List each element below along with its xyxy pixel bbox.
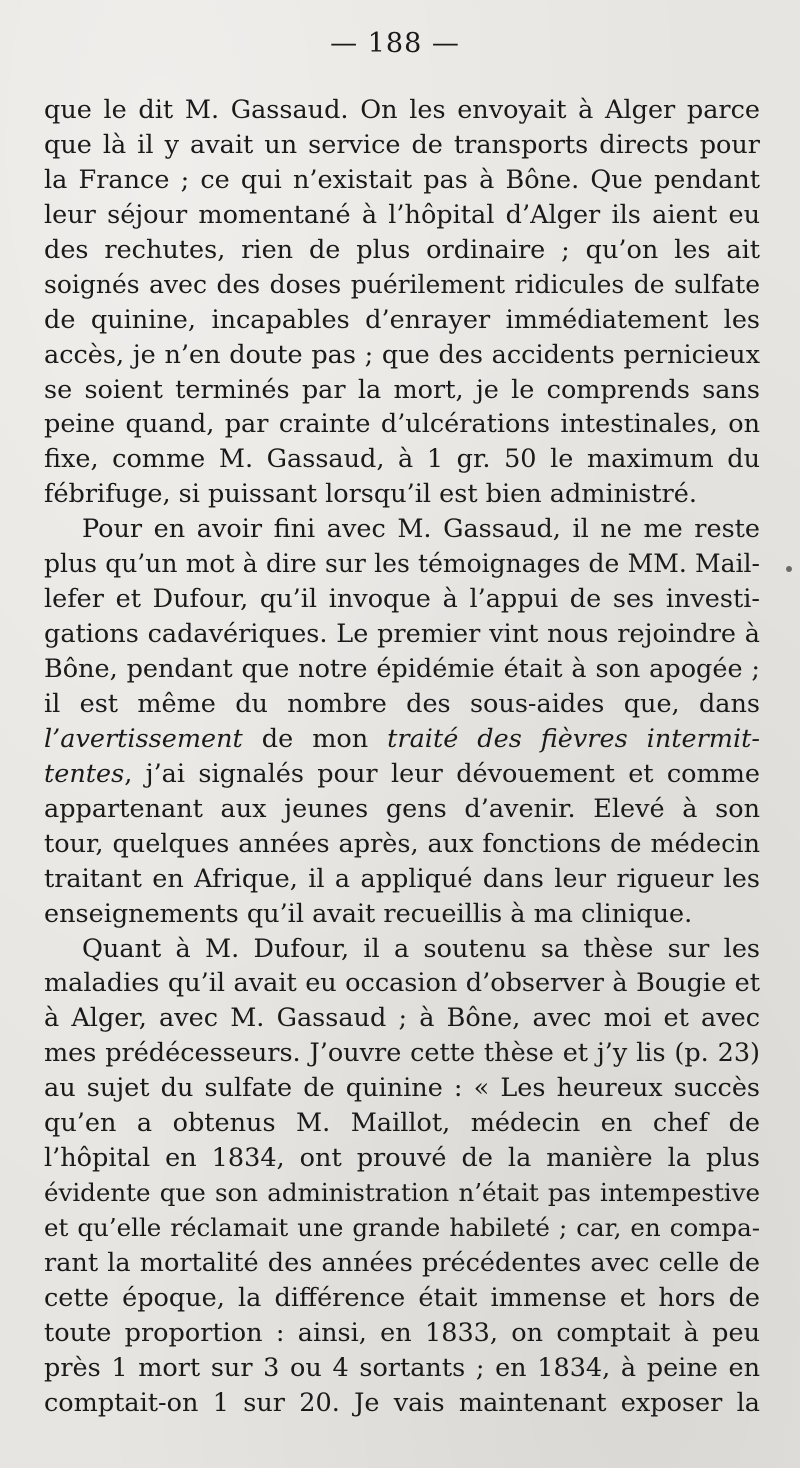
- text-line: tour, quelques années après, aux fonctions de médecin: [44, 828, 760, 859]
- text-line: fébrifuge, si puissant lorsqu’il est bien administré.: [44, 479, 697, 510]
- text-line: se soient terminés par la mort, je le comprends sans: [44, 374, 760, 405]
- italic-text: traité des fièvres intermit-: [387, 723, 760, 754]
- text-line: gations cadavériques. Le premier vint nous rejoindre à: [44, 619, 760, 650]
- text-line: et qu’elle réclamait une grande habileté ; car, en compa-: [44, 1213, 760, 1242]
- margin-dot: [786, 566, 792, 572]
- text-line: évidente que son administration n’était pas intempestive: [44, 1178, 760, 1208]
- text-line: peine quand, par crainte d’ulcérations intestinales, on: [44, 409, 760, 440]
- text-line: accès, je n’en doute pas ; que des accidents pernicieux: [44, 339, 760, 370]
- text-line: leur séjour momentané à l’hôpital d’Alger ils aient eu: [44, 199, 760, 230]
- text-span: de mon: [242, 723, 388, 754]
- text-line: la France ; ce qui n’existait pas à Bône. Que pendant: [44, 164, 760, 195]
- text-line: qu’en a obtenus M. Maillot, médecin en chef de: [44, 1108, 760, 1139]
- text-line: plus qu’un mot à dire sur les témoignages de MM. Mail-: [44, 549, 760, 579]
- text-line: que le dit M. Gassaud. On les envoyait à Alger parce: [44, 95, 760, 125]
- text-line: Bône, pendant que notre épidémie était à son apogée ;: [44, 654, 760, 684]
- text-span: , j’ai signalés pour leur dévouement et comme: [124, 758, 760, 789]
- text-line: près 1 mort sur 3 ou 4 sortants ; en 1834, à peine en: [44, 1352, 760, 1383]
- text-line: il est même du nombre des sous-aides que, dans: [44, 688, 760, 719]
- text-line: toute proportion : ainsi, en 1833, on comptait à peu: [44, 1317, 760, 1348]
- text-line: maladies qu’il avait eu occasion d’observer à Bougie et: [44, 968, 760, 999]
- text-line: que là il y avait un service de transports directs pour: [44, 129, 760, 160]
- text-line: rant la mortalité des années précédentes avec celle de: [44, 1247, 760, 1278]
- text-line: des rechutes, rien de plus ordinaire ; qu’on les ait: [44, 234, 760, 265]
- text-line: comptait-on 1 sur 20. Je vais maintenant exposer la: [44, 1387, 760, 1418]
- text-line: de quinine, incapables d’enrayer immédiatement les: [44, 304, 760, 335]
- page-number: — 188 —: [330, 28, 460, 59]
- body-text: [44, 93, 760, 1421]
- text-line: au sujet du sulfate de quinine : « Les heureux succès: [44, 1073, 760, 1104]
- text-line: soignés avec des doses puérilement ridicules de sulfate: [44, 269, 760, 299]
- text-line: traitant en Afrique, il a appliqué dans leur rigueur les: [44, 863, 760, 894]
- text-line: Quant à M. Dufour, il a soutenu sa thèse sur les: [82, 933, 760, 964]
- italic-text: tentes: [44, 758, 125, 789]
- text-line: l’hôpital en 1834, ont prouvé de la manière la plus: [44, 1143, 760, 1174]
- text-line: fixe, comme M. Gassaud, à 1 gr. 50 le maximum du: [44, 444, 760, 475]
- text-line: mes prédécesseurs. J’ouvre cette thèse et j’y lis (p. 23): [44, 1038, 760, 1069]
- text-line: enseignements qu’il avait recueillis à ma clinique.: [44, 898, 693, 929]
- text-line-with-italics: [44, 722, 760, 757]
- italic-text: l’avertissement: [44, 723, 243, 754]
- text-line-with-italics: [44, 757, 760, 792]
- text-line: appartenant aux jeunes gens d’avenir. Elevé à son: [44, 793, 760, 824]
- text-line: à Alger, avec M. Gassaud ; à Bône, avec moi et avec: [44, 1003, 760, 1034]
- text-line: cette époque, la différence était immense et hors de: [44, 1282, 760, 1313]
- text-line: Pour en avoir fini avec M. Gassaud, il ne me reste: [82, 514, 760, 545]
- text-line: lefer et Dufour, qu’il invoque à l’appui de ses investi-: [44, 584, 760, 615]
